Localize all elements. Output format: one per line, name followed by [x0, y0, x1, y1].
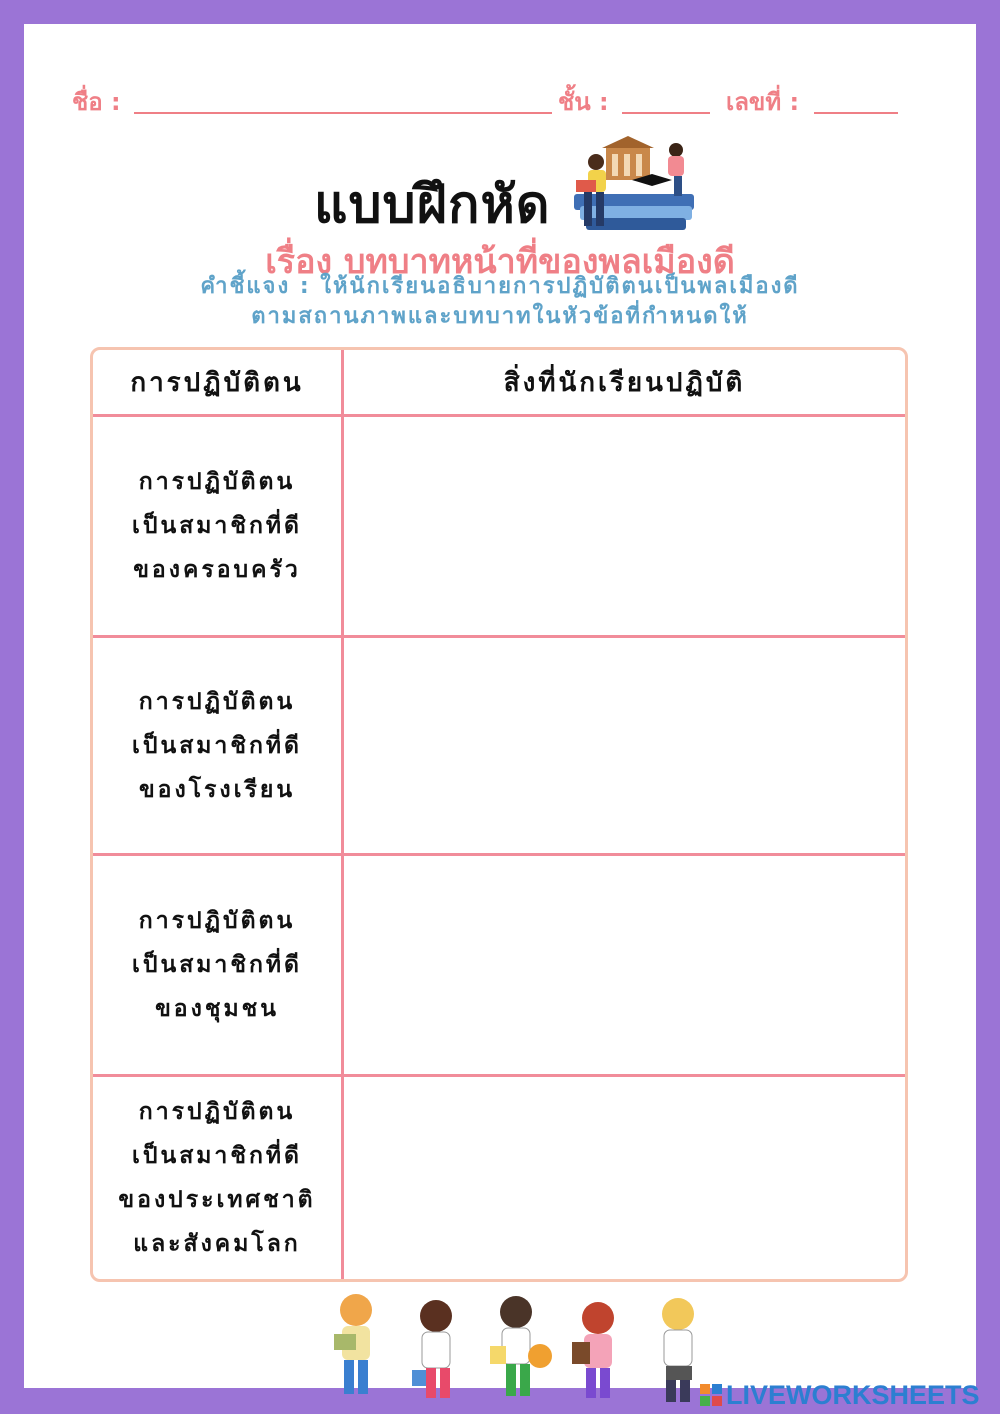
liveworksheets-wordmark: LIVEWORKSHEETS [726, 1379, 980, 1410]
row-topic-family [93, 417, 344, 638]
topic-line: ของประเทศชาติ [118, 1187, 316, 1213]
topic-line: ของครอบครัว [133, 557, 301, 583]
column-header-practice: การปฏิบัติตน [93, 350, 344, 417]
table-row [93, 417, 905, 638]
table-row [93, 638, 905, 856]
topic-line: เป็นสมาชิกที่ดี [132, 732, 302, 759]
topic-line: และสังคมโลก [133, 1231, 301, 1257]
topic-line: การปฏิบัติตน [138, 469, 296, 495]
practice-table [90, 347, 908, 1282]
answer-cell-school[interactable] [344, 638, 905, 856]
instruction-line-2: ตามสถานภาพและบทบาทในหัวข้อที่กำหนดให้ [251, 304, 749, 329]
topic-line: เป็นสมาชิกที่ดี [132, 513, 302, 539]
liveworksheets-logo-icon [700, 1384, 722, 1406]
topic-line: การปฏิบัติตน [138, 688, 296, 715]
answer-cell-family[interactable] [344, 417, 905, 638]
page-title: แบบฝึกหัด [314, 175, 551, 235]
topic-line: เป็นสมาชิกที่ดี [132, 952, 302, 978]
class-field[interactable] [622, 112, 710, 114]
instruction-line-1: คำชี้แจง : ให้นักเรียนอธิบายการปฏิบัติตนเป็นพลเมืองดี [200, 274, 800, 299]
row-topic-nation-world [93, 1077, 344, 1279]
class-label: ชั้น : [558, 88, 609, 116]
number-field[interactable] [814, 112, 898, 114]
topic-line: การปฏิบัติตน [138, 1099, 296, 1125]
row-topic-school [93, 638, 344, 856]
table-row [93, 1077, 905, 1279]
topic-line: เป็นสมาชิกที่ดี [132, 1143, 302, 1169]
liveworksheets-branding [700, 1378, 980, 1412]
topic-line: ของชุมชน [155, 996, 279, 1022]
name-label: ชื่อ : [72, 88, 121, 116]
row-topic-community [93, 856, 344, 1077]
student-info-row [24, 82, 976, 122]
answer-cell-community[interactable] [344, 856, 905, 1077]
name-field[interactable] [134, 112, 552, 114]
number-label: เลขที่ : [726, 88, 800, 116]
topic-line: การปฏิบัติตน [138, 908, 296, 934]
topic-line: ของโรงเรียน [138, 776, 296, 803]
column-header-student-actions: สิ่งที่นักเรียนปฏิบัติ [344, 350, 905, 417]
answer-cell-nation-world[interactable] [344, 1077, 905, 1279]
table-row [93, 856, 905, 1077]
worksheet-subtitle: เรื่อง บทบาทหน้าที่ของพลเมืองดี [265, 242, 735, 282]
worksheet-page [24, 24, 976, 1388]
students-reading-illustration [556, 136, 716, 246]
walking-students-illustration [294, 1290, 724, 1410]
